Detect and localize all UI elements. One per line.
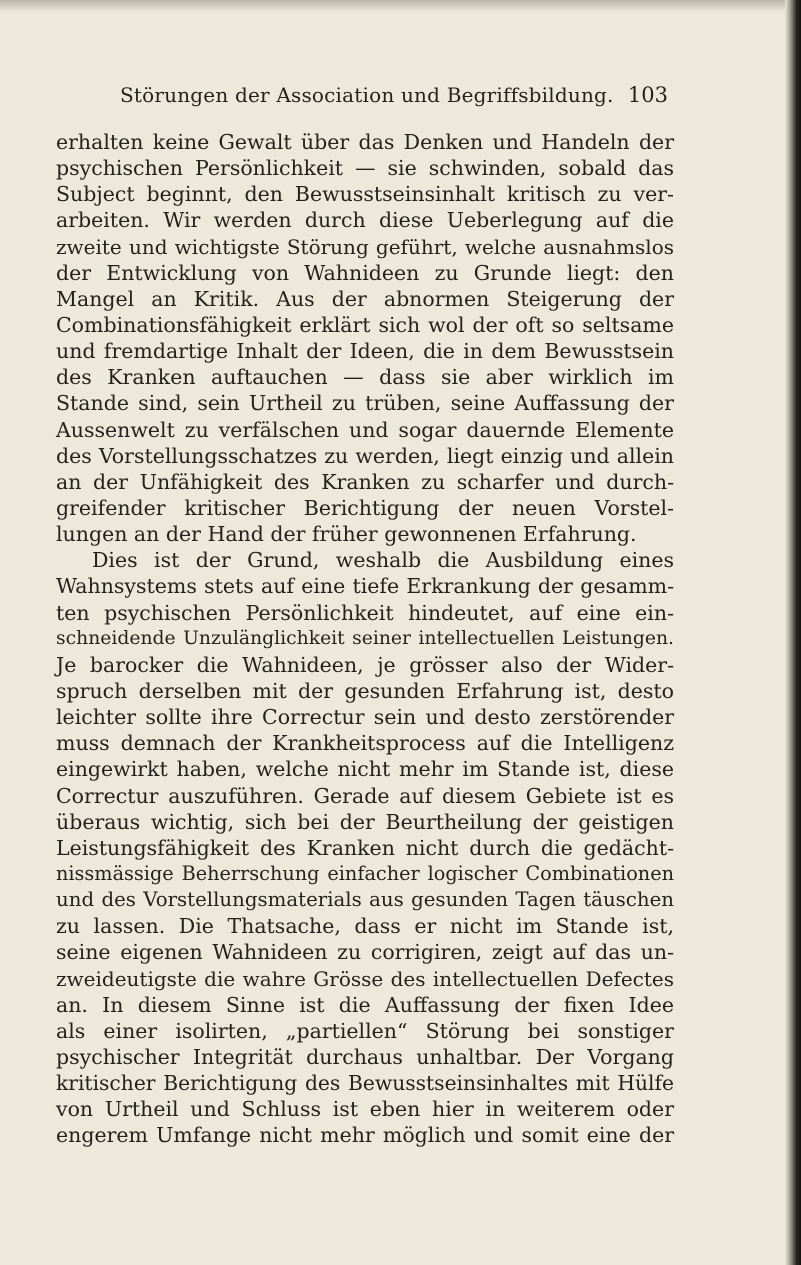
text-line: Leistungsfähigkeit des Kranken nicht durch die gedächt- bbox=[56, 835, 674, 860]
text-line: des Vorstellungsschatzes zu werden, liegt einzig und allein bbox=[56, 443, 674, 468]
text-line: ten psychischen Persönlichkeit hindeutet, auf eine ein- bbox=[56, 600, 674, 625]
page-number: 103 bbox=[627, 83, 668, 107]
text-line: schneidende Unzulänglichkeit seiner intellectuellen Leistungen. bbox=[56, 627, 674, 649]
text-line: überaus wichtig, sich bei der Beurtheilung der geistigen bbox=[56, 809, 674, 834]
text-line: und fremdartige Inhalt der Ideen, die in dem Bewusstsein bbox=[56, 339, 674, 364]
text-line: Combinationsfähigkeit erklärt sich wol der oft so seltsame bbox=[56, 312, 674, 337]
text-line: nissmässige Beherrschung einfacher logischer Combinationen bbox=[56, 861, 674, 885]
text-line: leichter sollte ihre Correctur sein und desto zerstörender bbox=[56, 705, 674, 730]
text-line: engerem Umfange nicht mehr möglich und somit eine der bbox=[56, 1123, 674, 1148]
text-line: zweite und wichtigste Störung geführt, welche ausnahmslos bbox=[56, 234, 674, 259]
book-spine-shadow bbox=[785, 0, 801, 1265]
text-line: Aussenwelt zu verfälschen und sogar dauernde Elemente bbox=[56, 417, 674, 442]
text-line: von Urtheil und Schluss ist eben hier in weiterem oder bbox=[56, 1097, 674, 1122]
text-line: lungen an der Hand der früher gewonnenen Erfahrung. bbox=[56, 522, 637, 547]
text-line: an. In diesem Sinne ist die Auffassung der fixen Idee bbox=[56, 992, 674, 1017]
text-line: als einer isolirten, „partiellen“ Störung bei sonstiger bbox=[56, 1018, 674, 1043]
text-line: spruch derselben mit der gesunden Erfahrung ist, desto bbox=[56, 678, 674, 703]
body-text bbox=[56, 129, 674, 1148]
text-line: arbeiten. Wir werden durch diese Ueberlegung auf die bbox=[56, 208, 674, 233]
text-line: Dies ist der Grund, weshalb die Ausbildung eines bbox=[92, 548, 674, 573]
text-line: der Entwicklung von Wahnideen zu Grunde liegt: den bbox=[56, 260, 674, 285]
text-line: muss demnach der Krankheitsprocess auf die Intelligenz bbox=[56, 731, 674, 756]
text-line: Correctur auszuführen. Gerade auf diesem Gebiete ist es bbox=[56, 783, 674, 808]
text-line: psychischer Integrität durchaus unhaltbar. Der Vorgang bbox=[56, 1044, 674, 1069]
running-head: Störungen der Association und Begriffsbildung. bbox=[120, 83, 614, 107]
text-line: Stande sind, sein Urtheil zu trüben, seine Auffassung der bbox=[56, 391, 674, 416]
text-line: eingewirkt haben, welche nicht mehr im Stande ist, diese bbox=[56, 757, 674, 782]
text-line: psychischen Persönlichkeit — sie schwinden, sobald das bbox=[56, 156, 674, 181]
text-line: seine eigenen Wahnideen zu corrigiren, zeigt auf das un- bbox=[56, 940, 674, 965]
text-line: Subject beginnt, den Bewusstseinsinhalt kritisch zu ver- bbox=[56, 182, 674, 207]
page-header bbox=[120, 83, 668, 115]
text-line: zweideutigste die wahre Grösse des intellectuellen Defectes bbox=[56, 966, 674, 991]
text-line: Mangel an Kritik. Aus der abnormen Steigerung der bbox=[56, 286, 674, 311]
text-line: Wahnsystems stets auf eine tiefe Erkrankung der gesamm- bbox=[56, 574, 674, 599]
text-line: erhalten keine Gewalt über das Denken und Handeln der bbox=[56, 130, 674, 154]
text-line: kritischer Berichtigung des Bewusstseinsinhaltes mit Hülfe bbox=[56, 1071, 674, 1096]
page-top-shadow bbox=[0, 0, 801, 12]
text-line: Je barocker die Wahnideen, je grösser also der Wider- bbox=[56, 652, 674, 677]
text-line: greifender kritischer Berichtigung der neuen Vorstel- bbox=[56, 495, 674, 520]
text-line: und des Vorstellungsmaterials aus gesunden Tagen täuschen bbox=[56, 888, 674, 912]
text-line: zu lassen. Die Thatsache, dass er nicht im Stande ist, bbox=[56, 914, 674, 939]
text-line: des Kranken auftauchen — dass sie aber wirklich im bbox=[56, 365, 674, 390]
text-line: an der Unfähigkeit des Kranken zu scharfer und durch- bbox=[56, 469, 674, 494]
